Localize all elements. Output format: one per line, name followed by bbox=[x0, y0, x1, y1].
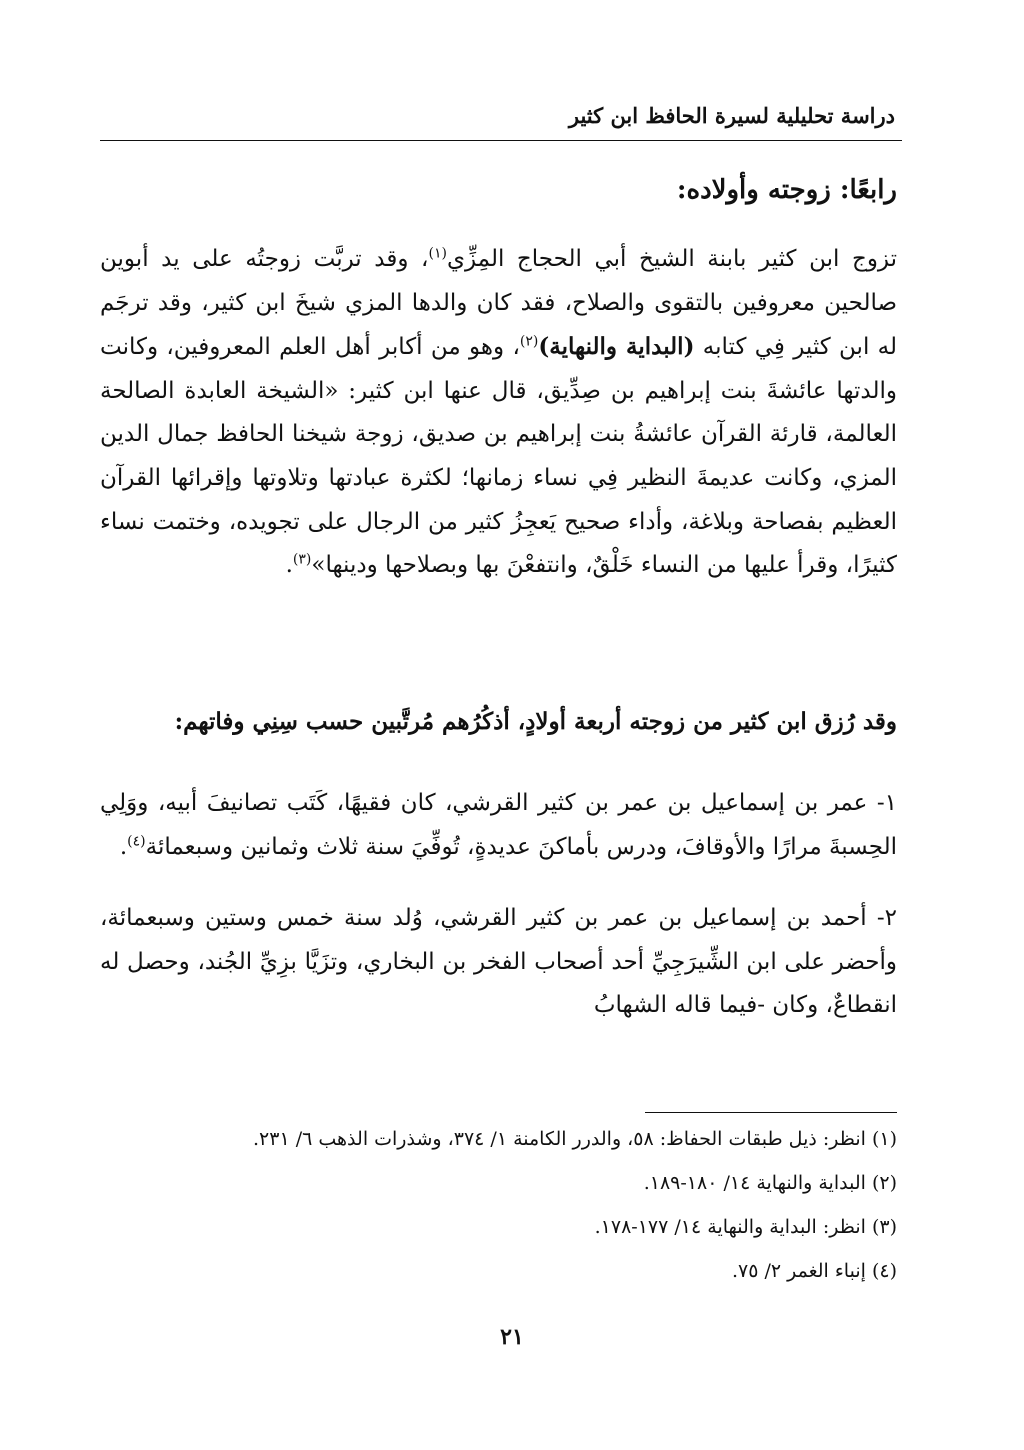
children-list bbox=[100, 782, 897, 1056]
list-item-end: . bbox=[119, 833, 128, 860]
paragraph-text-1: تزوج ابن كثير بابنة الشيخ أبي الحجاج المِزِّي bbox=[446, 246, 898, 272]
page-number: ٢١ bbox=[500, 1324, 524, 1350]
paragraph-text-4: . bbox=[285, 552, 293, 579]
list-item bbox=[100, 897, 897, 1028]
header-rule bbox=[100, 140, 902, 141]
paragraph-text-2: ، وقد تربَّت زوجتُه على يد أبوين صالحين معروفين بالتقوى والصلاح، فقد كان والدها المزي شيخَ ابن كثير، وقد ترجَم له ابن كثير فِي كتابه bbox=[100, 246, 898, 361]
footnote-4: (٤) إنباء الغمر ٢/ ٧٥. bbox=[731, 1260, 897, 1282]
main-paragraph bbox=[100, 238, 897, 588]
book-title: (البداية والنهاية) bbox=[538, 333, 695, 361]
footnote-2: (٢) البداية والنهاية ١٤/ ١٨٠-١٨٩. bbox=[643, 1172, 897, 1194]
footnote-ref-2[interactable]: (٢) bbox=[519, 333, 539, 350]
footnote-ref-3[interactable]: (٣) bbox=[292, 551, 312, 568]
running-header: دراسة تحليلية لسيرة الحافظ ابن كثير bbox=[568, 103, 895, 128]
footnote-3: (٣) انظر: البداية والنهاية ١٤/ ١٧٧-١٧٨. bbox=[594, 1216, 897, 1238]
list-item-number: ٢- bbox=[876, 905, 897, 932]
list-item-text: أحمد بن إسماعيل بن عمر بن كثير القرشي، وُلد سنة خمس وستين وسبعمائة، وأحضر على ابن الشِّيرَجِيِّ أحد أصحاب الفخر بن البخاري، وتزَيَّا بزِيِّ الجُند، وحصل له انقطاعٌ، وكان -فيما قاله الشهابُ bbox=[100, 905, 897, 1019]
footnote-ref-4[interactable]: (٤) bbox=[127, 832, 146, 849]
section-heading: رابعًا: زوجته وأولاده: bbox=[676, 175, 897, 205]
paragraph-text-3: ، وهو من أكابر أهل العلم المعروفين، وكانت والدتها عائشةَ بنت إبراهيم بن صِدِّيق، قال عنها ابن كثير: «الشيخة العابدة الصالحة العالمة، قارئة القرآن عائشةُ بنت إبراهيم بن صديق، زوجة شيخنا الحافظ جمال الدين المزي، وكانت عديمةَ النظير فِي نساء زمانها؛ لكثرة عبادتها وتلاوتها وإقرائها القرآن العظيم بفصاحة وبلاغة، وأداء صحيح يَعجِزُ كثير من الرجال على تجويده، وختمت نساء كثيرًا، وقرأ عليها من النساء خَلْقٌ، وانتفعْنَ بها وبصلاحها ودينها» bbox=[100, 334, 897, 579]
footnote-ref-1[interactable]: (١) bbox=[428, 245, 447, 262]
children-heading: وقد رُزق ابن كثير من زوجته أربعة أولادٍ، أذكُرُهم مُرتَّبين حسب سِنِي وفاتهم: bbox=[174, 708, 897, 735]
list-item bbox=[100, 782, 897, 869]
footnotes bbox=[100, 1122, 897, 1298]
footnote-1: (١) انظر: ذيل طبقات الحفاظ: ٥٨، والدرر الكامنة ١/ ٣٧٤، وشذرات الذهب ٦/ ٢٣١. bbox=[253, 1128, 897, 1150]
list-item-text: عمر بن إسماعيل بن عمر بن كثير القرشي، كان فقيهًا، كَتَب تصانيفَ أبيه، ووَلِي الحِسبةَ مرارًا والأوقافَ، ودرس بأماكنَ عديدةٍ، تُوفِّيَ سنة ثلاث وثمانين وسبعمائة bbox=[100, 790, 897, 860]
list-item-number: ١- bbox=[876, 790, 897, 816]
footnote-rule bbox=[645, 1112, 897, 1113]
